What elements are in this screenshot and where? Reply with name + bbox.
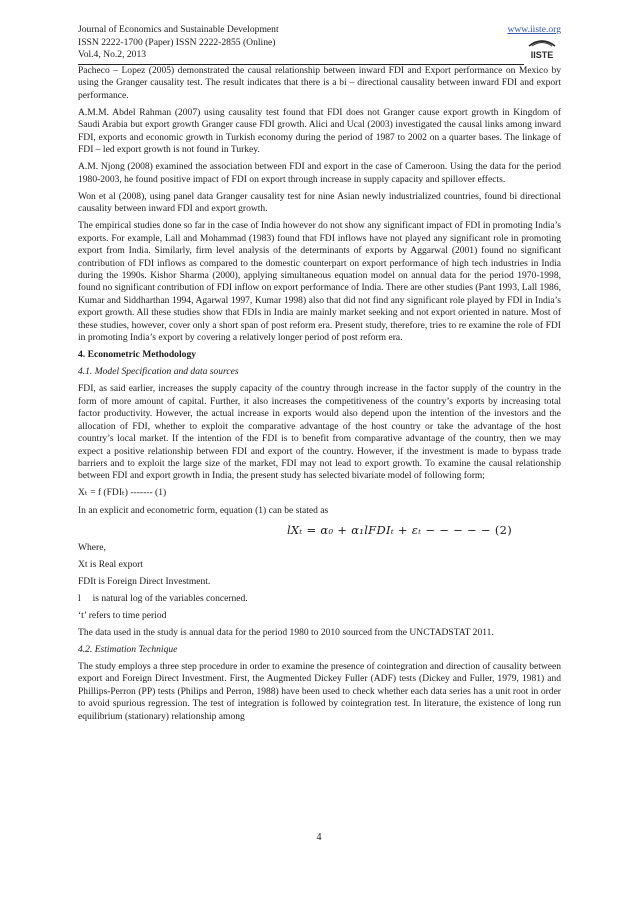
paragraph-estimation: The study employs a three step procedure in order to examine the presence of cointegration and direction of causality between export and Foreign Direct Investment. First, the Augmented Dickey Fuller (ADF) tests (Dickey and Fuller, 1979, 1981) and Phillips-Perron (PP) tests (Philips and Perron, 1988) have been used to check whether each data series has a unit root in order to avoid spurious regression. The test of integration is followed by cointegration test. In literature, the existence of long run equilibrium (stationary) relationship among [78, 660, 561, 722]
paragraph-model-spec: FDI, as said earlier, increases the supply capacity of the country through increase in the factor supply of the country in the form of more amount of capital. Further, it also increases the competitiveness of the country’s exports by increasing total factor productivity. However, the actual increase in exports would also depend upon the intention of the investors and the allocation of FDI, whether to exploit the comparative advantage of the host country or take the advantage of the host country’s local market. If the intention of the FDI is to benefit from comparative advantage of the country, then we may expect a positive relationship between FDI and export of the country. However, if the investment is made to bypass trade barriers and to exploit the large size of the market, FDI may not lead to export growth. To examine the causal relationship between FDI and export growth in India, the present study has selected bivariate model of following form; [78, 383, 561, 482]
section-heading: 4. Econometric Methodology [78, 349, 197, 361]
definition-fdit: FDIt is Foreign Direct Investment. [78, 575, 211, 587]
svg-text:IISTE: IISTE [530, 50, 554, 60]
page-number: 4 [316, 832, 322, 843]
paragraph-data-source: The data used in the study is annual data for the period 1980 to 2010 sourced from the UNCTADSTAT 2011. [78, 626, 494, 638]
definition-log: l is natural log of the variables concerned. [78, 592, 248, 604]
paragraph-won: Won et al (2008), using panel data Granger causality test for nine Asian newly industrialized countries, found bi directional causality between inward FDI and export growth. [78, 190, 561, 215]
header-rule [78, 64, 524, 65]
paragraph-njong: A.M. Njong (2008) examined the association between FDI and export in the case of Cameroon. Using the data for the period 1980-2003, he found positive impact of FDI on export through increase in supply capacity and spillover effects. [78, 161, 561, 185]
definition-xt: Xt is Real export [78, 558, 143, 570]
where-label: Where, [78, 541, 106, 553]
equation-2-number: (2) [494, 522, 513, 537]
equation-1: Xₜ = f (FDIₜ) ------- (1) [78, 487, 167, 499]
page-body [78, 24, 561, 728]
journal-volume: Vol.4, No.2, 2013 [78, 49, 147, 61]
journal-url-link[interactable]: www.iiste.org [507, 24, 561, 35]
paragraph-india-studies: The empirical studies done so far in the case of India however do not show any significant impact of FDI in promoting India’s exports. For example, Lall and Mohammad (1983) found that FDI inflows have not played any significant role in promoting export from India. Similarly, firm level analysis of the determinants of exports by Aggarwal (2001) found no significant contribution of FDI inflows as compared to the domestic counterpart on export performance of high tech industries in India during the 1990s. Kishor Sharma (2000), applying simultaneous equation model on annual data for the period 1970-1998, found no significant contribution of FDI inflow on export performance of India. There are other studies (Pant 1993, Lall 1986, Kumar and Siddharthan 1994, Agarwal 1997, Kumar 1998) also that did not find any significant role played by FDI in India’s export growth. All these studies show that FDIs in India are mainly market seeking and not export oriented in nature. Most of these studies, however, cover only a short span of post reform era. Present study, therefore, tries to re examine the role of FDI in promoting India’s export by covering a relatively longer period of post reform era. [78, 220, 561, 344]
subsection-heading-estimation: 4.2. Estimation Technique [78, 643, 178, 655]
journal-issn: ISSN 2222-1700 (Paper) ISSN 2222-2855 (Online) [78, 36, 276, 48]
paragraph-pacheco: Pacheco – Lopez (2005) demonstrated the causal relationship between inward FDI and Export performance on Mexico by using the Granger causality test. The result indicates that there is a bi – directional causality between inward FDI and export performance. [78, 64, 561, 101]
equation-2 [238, 522, 561, 538]
iiste-logo [525, 37, 559, 61]
subsection-heading-model: 4.1. Model Specification and data sources [78, 366, 239, 378]
journal-title: Journal of Economics and Sustainable Development [78, 24, 279, 35]
definition-t: ‘t’ refers to time period [78, 609, 167, 621]
paragraph-explicit-form: In an explicit and econometric form, equation (1) can be stated as [78, 504, 329, 516]
equation-2-body: lXₜ = α₀ + α₁lFDIₜ + εₜ − − − − − [286, 522, 495, 537]
paragraph-rahman: A.M.M. Abdel Rahman (2007) using causality test found that FDI does not Granger cause export growth in Kingdom of Saudi Arabia but export growth Granger cause FDI growth. Alici and Ucal (2003) investigated the causal links among inward FDI, exports and economic growth in Turkish economy during the period of 1987 to 2002 on a quarter bases. The linkage of FDI – led export growth is not found in Turkey. [78, 106, 561, 156]
journal-header [78, 24, 561, 65]
